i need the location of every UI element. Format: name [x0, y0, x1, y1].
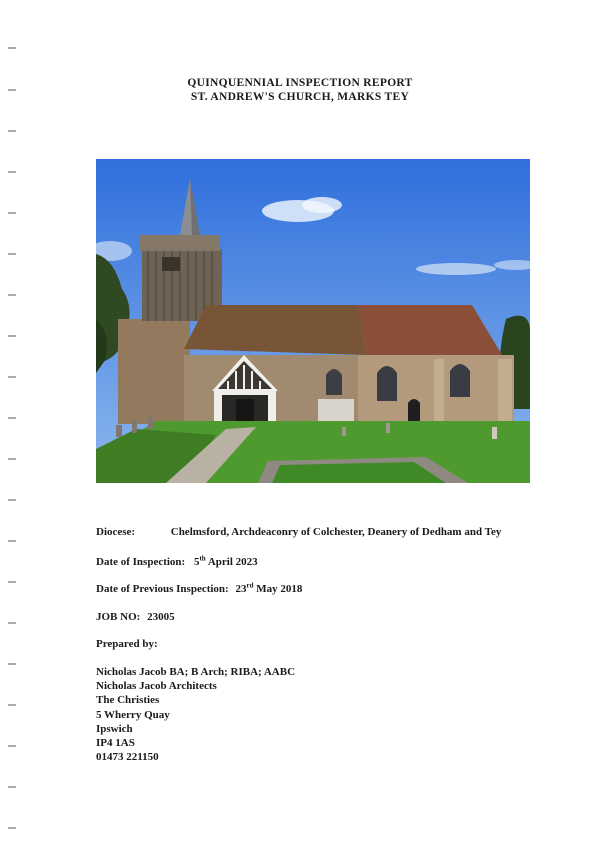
address-line: The Christies: [96, 694, 160, 707]
job-number-label: JOB NO:: [96, 611, 141, 623]
job-number-row: [96, 611, 175, 623]
inspection-date-label: Date of Inspection:: [96, 556, 186, 568]
diocese-value: Chelmsford, Archdeaconry of Colchester, Deanery of Dedham and Tey: [170, 526, 502, 538]
address-line: 5 Wherry Quay: [96, 708, 170, 721]
report-title: QUINQUENNIAL INSPECTION REPORT: [187, 77, 413, 89]
previous-inspection-value: 23rd May 2018: [235, 581, 303, 595]
phone-number: 01473 221150: [96, 751, 159, 764]
address-line: IP4 1AS: [96, 737, 135, 750]
previous-inspection-row: [96, 583, 302, 595]
previous-inspection-label: Date of Previous Inspection:: [96, 583, 229, 595]
diocese-label: Diocese:: [96, 526, 136, 538]
inspection-date-row: [96, 556, 258, 568]
inspection-date-value: 5th April 2023: [193, 554, 258, 568]
prepared-by-label: Prepared by:: [96, 638, 158, 650]
address-line: Ipswich: [96, 722, 133, 735]
job-number-value: 23005: [147, 611, 175, 623]
architect-address: [96, 665, 295, 764]
church-photo: [96, 159, 530, 483]
scan-edge-marks: [0, 0, 30, 848]
church-title: ST. ANDREW'S CHURCH, MARKS TEY: [190, 91, 410, 103]
address-line: Nicholas Jacob BA; B Arch; RIBA; AABC: [96, 666, 296, 678]
address-line: Nicholas Jacob Architects: [96, 680, 217, 693]
diocese-row: [96, 526, 501, 538]
